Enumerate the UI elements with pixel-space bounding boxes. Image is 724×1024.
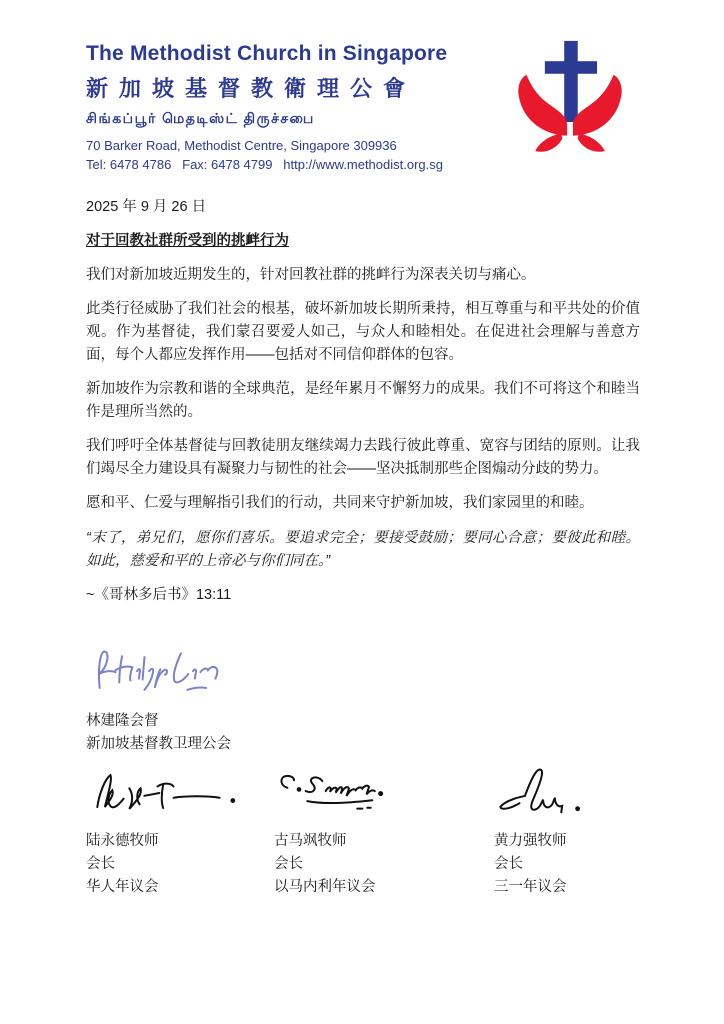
- bishop-organisation: 新加坡基督教卫理公会: [86, 736, 231, 752]
- letter-body: [86, 196, 640, 618]
- paragraph-2: 此类行径威胁了我们社会的根基，破坏新加坡长期所秉持，相互尊重与和平共处的价值观。作为基督徒，我们蒙召要爱人如己，与众人和睦相处。在促进社会理解与善意方面，每个人都应发挥作用——包括对不同信仰群体的包容。: [86, 301, 640, 363]
- letter-subject: 对于回教社群所受到的挑衅行为: [86, 233, 289, 249]
- paragraph-1: 我们对新加坡近期发生的，针对回教社群的挑衅行为深表关切与痛心。: [86, 267, 536, 283]
- president-3-signature-scribble: [494, 763, 674, 818]
- president-2-title: 会长: [274, 856, 303, 872]
- president-2-conference: 以马内利年议会: [274, 879, 376, 895]
- paragraph-4: 我们呼吁全体基督徒与回教徒朋友继续竭力去践行彼此尊重、宽容与团结的原则。让我们竭尽全力建设具有凝聚力与韧性的社会——坚决抵制那些企图煽动分歧的势力。: [86, 438, 640, 477]
- president-block-cac: [86, 763, 266, 899]
- scripture-reference: ~《哥林多后书》13:11: [86, 587, 232, 603]
- letterhead-title-tamil: சிங்கப்பூர் மெதடிஸ்ட் திருச்சபை: [86, 110, 315, 126]
- president-1-title: 会长: [86, 856, 115, 872]
- president-3-name: 黄力强牧师: [494, 833, 567, 849]
- bishop-signature-scribble: [86, 645, 244, 706]
- paragraph-5: 愿和平、仁爱与理解指引我们的行动，共同来守护新加坡，我们家园里的和睦。: [86, 495, 594, 511]
- bishop-name: 林建隆会督: [86, 713, 159, 729]
- presidents-signature-row: [86, 763, 646, 903]
- president-block-trac: [494, 763, 674, 899]
- cross-and-flame-icon: [512, 38, 628, 154]
- president-1-signature-scribble: [86, 763, 266, 818]
- letter-date: 2025 年 9 月 26 日: [86, 199, 207, 215]
- president-2-name: 古马飒牧师: [274, 833, 347, 849]
- letterhead-address: 70 Barker Road, Methodist Centre, Singapore 309936: [86, 138, 397, 153]
- letterhead-title-chinese: 新加坡基督教衛理公會: [86, 76, 417, 101]
- president-1-conference: 华人年议会: [86, 879, 159, 895]
- scripture-quote: “末了，弟兄们，愿你们喜乐。要追求完全；要接受鼓励；要同心合意；要彼此和睦。如此，慈爱和平的上帝必与你们同在。”: [86, 530, 640, 569]
- paragraph-3: 新加坡作为宗教和谐的全球典范，是经年累月不懈努力的成果。我们不可将这个和睦当作是理所当然的。: [86, 381, 640, 420]
- letterhead-title-english: The Methodist Church in Singapore: [86, 42, 448, 65]
- letterhead-contact-line: Tel: 6478 4786 Fax: 6478 4799 http://www.methodist.org.sg: [86, 157, 443, 172]
- bishop-signature-block: [86, 645, 244, 756]
- letterhead: [86, 42, 447, 172]
- president-2-signature-scribble: [274, 763, 454, 818]
- president-3-title: 会长: [494, 856, 523, 872]
- president-block-etac: [274, 763, 454, 899]
- president-3-conference: 三一年议会: [494, 879, 567, 895]
- president-1-name: 陆永德牧师: [86, 833, 159, 849]
